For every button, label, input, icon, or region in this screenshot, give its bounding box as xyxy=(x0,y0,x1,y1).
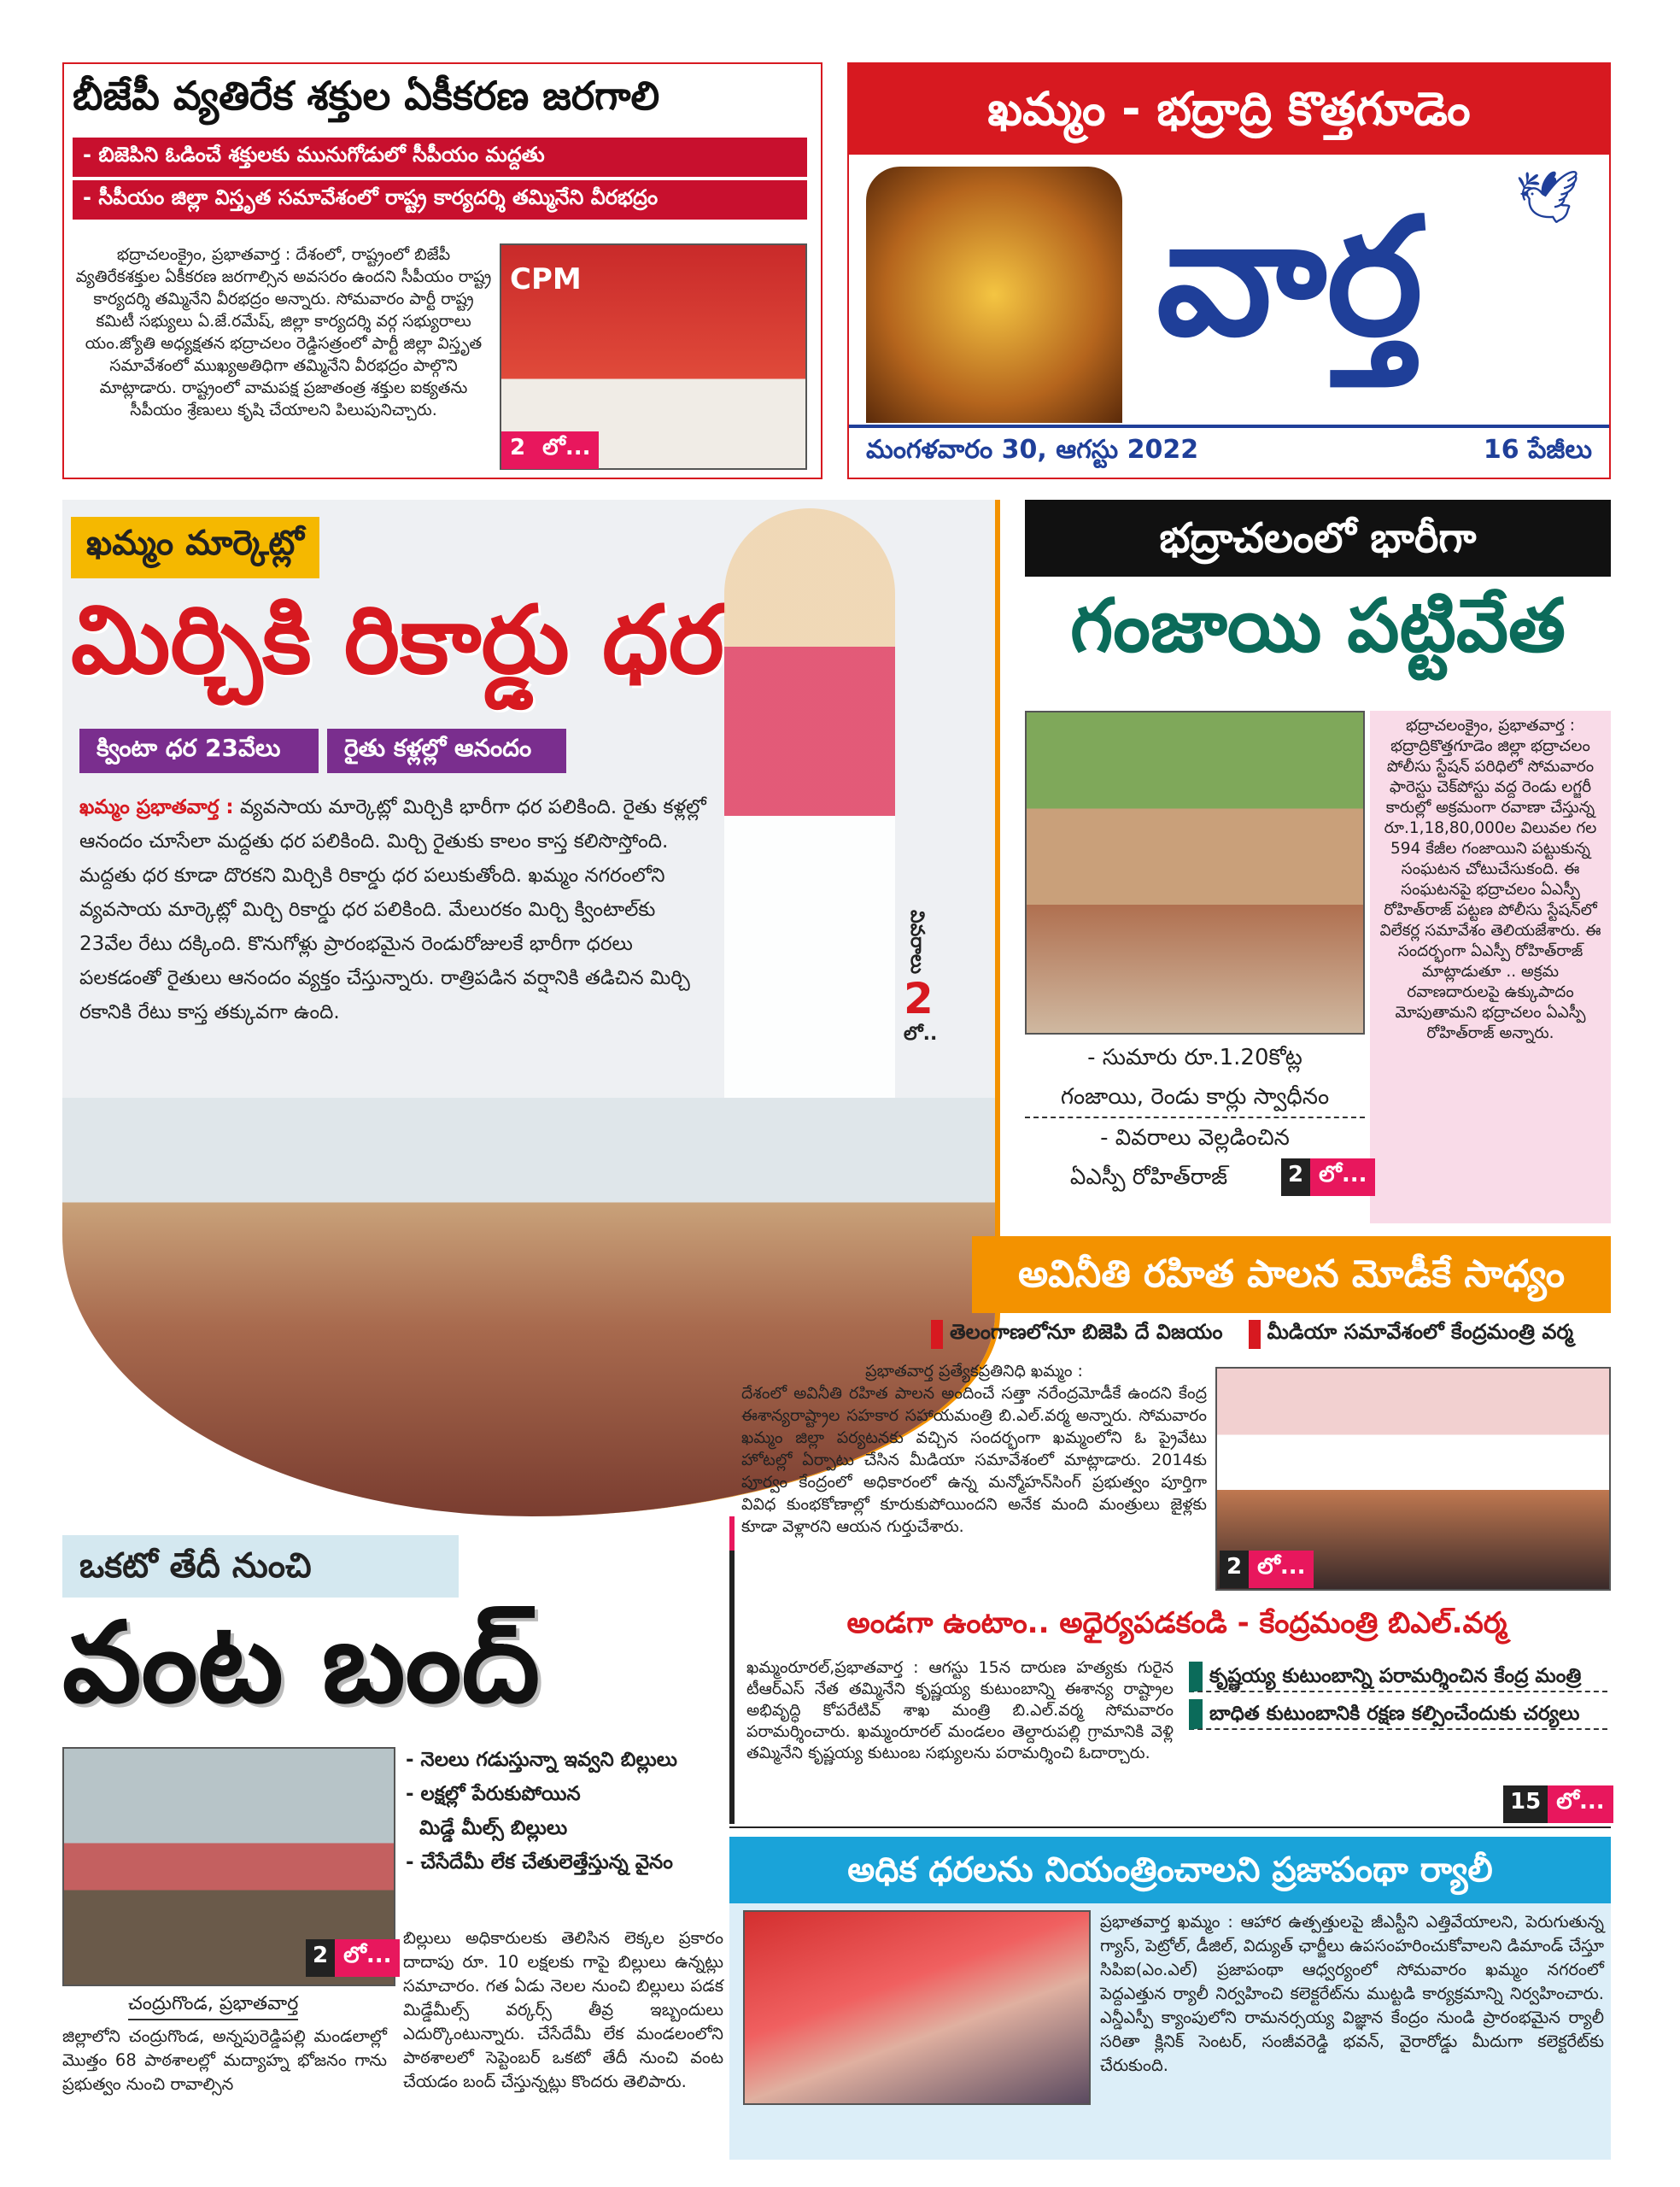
page-count: 16 పేజీలు xyxy=(1483,435,1592,465)
continued-marker: 2 లో... xyxy=(501,431,599,469)
ganjai-kicker: భద్రాచలంలో భారీగా xyxy=(1025,500,1611,577)
rally-photo xyxy=(743,1910,1091,2105)
edition-title: ఖమ్మం - భద్రాద్రి కొత్తగూడెం xyxy=(849,64,1609,155)
subheadline: - సీపీయం జిల్లా విస్తృత సమావేశంలో రాష్ట్ర కార్యదర్శి తమ్మినేని వీరభద్రం xyxy=(73,180,807,220)
ganjai-body: భద్రాచలంక్రైం, ప్రభాతవార్త : భద్రాద్రికొత్తగూడెం జిల్లా భద్రాచలం పోలీసు స్టేషన్ పరిధిలో సోమవారం ఫారెస్టు చెక్‌పోస్టు వద్ద రెండు లగ్జరీ కారుల్లో అక్రమంగా రవాణా చేస్తున్న రూ.1,18,80,000ల విలువల గల 594 కేజీల గంజాయిని పట్టుకున్న సంఘటన చోటుచేసుకంది. ఈ సంఘటనపై భద్రాచలం ఏఎస్పీ రోహిత్‌రాజ్ పట్టణ పోలీసు స్టేషన్‌లో విలేకర్ల సమావేశం తెలియజేశారు. ఈ సందర్భంగా ఏఎస్పీ రోహిత్‌రాజ్ మాట్లాడుతూ .. అక్రమ రవాణదారులపై ఉక్కుపాదం మోపుతామని భద్రాచలం ఏఎస్పీ రోహిత్‌రాజ్ అన్నారు. xyxy=(1370,711,1611,1223)
vanta-byline: చంద్రుగొండ, ప్రభాతవార్త xyxy=(128,1993,298,2020)
ganjai-captions: - సుమారు రూ.1.20కోట్ల గంజాయి, రెండు కార్లు స్వాధీనం - వివరాలు వెల్లడించిన ఏఎస్పీ రోహిత్‌రాజ్ xyxy=(1025,1038,1365,1197)
vanta-body-right: బిల్లులు అధికారులకు తెలిసిన లెక్కల ప్రకారం దాదాపు రూ. 10 లక్షలకు గాపై బిల్లులు ఉన్నట్లు సమాచారం. గత ఏడు నెలల నుంచి బిల్లులు పడక మిడ్డేమీల్స్ వర్కర్స్ తీవ్ర ఇబ్బందులు ఎదుర్కొంటున్నారు. చేసేదేమీ లేక మండలంలోని పాఠశాలలో సెప్టెంబర్ ఒకటో తేదీ నుంచి వంట చేయడం బంద్ చేస్తున్నట్లు కొందరు తెలిపారు. xyxy=(403,1928,723,2091)
date-bar xyxy=(849,425,1609,478)
vanta-headline: వంట బంద్ xyxy=(62,1598,541,1727)
continued-marker: 15 లో... xyxy=(1503,1785,1613,1823)
dove-icon: 🕊 xyxy=(1515,167,1581,227)
tag: క్వింటా ధర 23వేలు xyxy=(79,729,319,773)
modi-body: ప్రభాతవార్త ప్రత్యేకప్రతినిధి ఖమ్మం : దేశంలో అవినీతి రహిత పాలన అందించే సత్తా నరేంద్రమోడీకే ఉందని కేంద్ర ఈశాన్యరాష్ట్రాల సహకార సహాయమంత్రి బి.ఎల్.వర్మ అన్నారు. సోమవారం ఖమ్మం జిల్లా పర్యటనకు వచ్చిన సందర్భంగా ఖమ్మంలోని ఓ ప్రైవేటు హోటల్లో ఏర్పాటు చేసిన మీడియా సమావేశంలో మాట్లాడారు. 2014కు పూర్వం కేంద్రంలో అధికారంలో ఉన్న మన్మోహన్‌సింగ్ ప్రభుత్వం పూర్తిగా వివిధ కుంభకోణాల్లో కూరుకుపోయిందని అనేక మంది మంత్రులు జైళ్లకు కూడా వెళ్లారని ఆయన గుర్తుచేశారు. xyxy=(741,1362,1207,1536)
cpm-article xyxy=(62,62,822,479)
headline: బీజేపీ వ్యతిరేక శక్తుల ఏకీకరణ జరగాలి xyxy=(73,73,660,119)
continued-marker: 2 లో... xyxy=(1220,1551,1314,1588)
verma-bullets: కృష్ణయ్య కుటుంబాన్ని పరామర్శించిన కేంద్ర మంత్రి బాధిత కుటుంబానికి రక్షణ కల్పించేందుకు చర్యలు xyxy=(1189,1662,1607,1730)
issue-date: మంగళవారం 30, ఆగస్టు 2022 xyxy=(866,435,1199,465)
continued-marker: 2 లో... xyxy=(1281,1158,1375,1196)
dateline: ఖమ్మం ప్రభాతవార్త : xyxy=(79,796,234,818)
modi-headline: అవినీతి రహిత పాలన మోడీకే సాధ్యం xyxy=(972,1236,1611,1313)
masthead xyxy=(847,62,1611,479)
tag: రైతు కళ్లల్లో ఆనందం xyxy=(327,729,566,773)
ganjai-seizure-photo xyxy=(1025,711,1365,1035)
continued-marker: 2 లో... xyxy=(306,1939,400,1977)
deity-image xyxy=(866,167,1122,423)
banner-text: CPM xyxy=(510,262,582,296)
modi-bullets: తెలంగాణలోనూ బిజెపి దే విజయం మీడియా సమావేశంలో కేంద్రమంత్రి వర్మ xyxy=(931,1320,1614,1349)
verma-headline: అండగా ఉంటాం.. అధైర్యపడకండి - కేంద్రమంత్రి బిఎల్.వర్మ xyxy=(846,1606,1507,1640)
details-marker: వివరాలు 2 లో.. xyxy=(904,910,938,1046)
logo: వార్త xyxy=(1156,183,1423,372)
subheadline: - బిజెపిని ఓడించే శక్తులకు మునుగోడులో సీపీయం మద్దతు xyxy=(73,138,807,177)
rally-body: ప్రభాతవార్త ఖమ్మం : ఆహార ఉత్పత్తులపై జీఎస్టీని ఎత్తివేయాలని, పెరుగుతున్న గ్యాస్, పెట్రోల్, డీజిల్, విద్యుత్ ఛార్జీలు ఉపసంహరించుకోవాలని డిమాండ్ చేస్తూ సిపిఐ(ఎం.ఎల్) ప్రజాపంథా ఆధ్వర్యంలో సోమవారం ఖమ్మం నగరంలో పెద్దఎత్తున ర్యాలీ నిర్వహించి కలెక్టరేట్‌ను ముట్టడి కార్యక్రమాన్ని నిర్వహించారు. ఎన్డీఎస్పీ క్యాంపులోని రామనర్సయ్య విజ్ఞాన కేంద్రం నుండి ప్రారంభమైన ర్యాలీ సరితా క్లినిక్ సెంటర్, సంజీవరెడ్డి భవన్, వైరారోడ్డు మీదుగా కలెక్టరేట్‌కు చేరుకుంది. xyxy=(1100,1912,1604,2075)
vanta-bullets: - నెలలు గడుస్తున్నా ఇవ్వని బిల్లులు - లక్షల్లో పేరుకుపోయిన మిడ్డే మీల్స్ బిల్లులు - చేసేదేమీ లేక చేతులెత్తేస్తున్న వైనం xyxy=(406,1749,677,1873)
article-body: ఖమ్మం ప్రభాతవార్త : వ్యవసాయ మార్కెట్లో మిర్చికి భారీగా ధర పలికింది. రైతు కళ్లల్లో ఆనందం చూసేలా మద్దతు ధర పలికింది. మిర్చి రైతుకు కాలం కాస్త కలిసొస్తోంది. మద్దతు ధర కూడా దొరకని మిర్చికి రికార్డు ధర పలుకుతోంది. ఖమ్మం నగరంలోని వ్యవసాయ మార్కెట్లో మిర్చి రికార్డు ధర పలికింది. మేలురకం మిర్చి క్వింటాల్‌కు 23వేల రేటు దక్కింది. కొనుగోళ్లు ప్రారంభమైన రెండురోజులకే భారీగా ధరలు పలకడంతో రైతులు ఆనందం వ్యక్తం చేస్తున్నారు. రాత్రిపడిన వర్షానికి తడిచిన మిర్చి రకానికి రేటు కాస్త తక్కువగా ఉంది. xyxy=(79,796,706,1023)
kicker: ఖమ్మం మార్కెట్లో xyxy=(71,517,319,578)
rally-headline: అధిక ధరలను నియంత్రించాలని ప్రజాపంథా ర్యాలీ xyxy=(729,1837,1611,1903)
vanta-kicker: ఒకటో తేదీ నుంచి xyxy=(62,1535,459,1598)
dateline: ప్రభాతవార్త ప్రత్యేకప్రతినిధి ఖమ్మం : xyxy=(865,1362,1083,1381)
verma-body: ఖమ్మంరూరల్,ప్రభాతవార్త : ఆగస్టు 15న దారుణ హత్యకు గురైన టీఆర్ఎస్ నేత తమ్మినేని కృష్ణయ్య కుటుంబాన్ని ఈశాన్య రాష్ట్రాల అభివృద్ధి కోపరేటివ్ శాఖ మంత్రి బి.ఎల్.వర్మ సోమవారం పరామర్శించారు. ఖమ్మంరూరల్ మండలం తెల్దారుపల్లి గ్రామానికి వెళ్లి తమ్మినేని కృష్ణయ్య కుటుంబ సభ్యులను పరామర్శించి ఓదార్చారు. xyxy=(746,1658,1174,1762)
vanta-body-left: జిల్లాలోని చంద్రుగొండ, అన్నపురెడ్డిపల్లి మండలాల్లో మొత్తం 68 పాఠశాలల్లో మద్యాహ్న భోజనం గాను ప్రభుత్వం నుంచి రావాల్సిన xyxy=(62,2026,387,2094)
article-body: భద్రాచలంక్రైం, ప్రభాతవార్త : దేశంలో, రాష్ట్రంలో బిజేపీ వ్యతిరేకశక్తుల ఏకీకరణ జరగాల్సిన అవసరం ఉందని సీపీయం రాష్ట్ర కార్యదర్శి తమ్మినేని వీరభద్రం అన్నారు. సోమవారం పార్టీ రాష్ట్ర కమిటీ సభ్యులు ఏ.జే.రమేష్, జిల్లా కార్యదర్శి వర్గ సభ్యురాలు యం.జ్యోతి అధ్యక్షతన భద్రాచలం రెడ్డిసత్రంలో పార్టీ జిల్లా విస్తృత సమావేశంలో ముఖ్యఅతిధిగా తమ్మినేని వీరభద్రం పాల్గొని మాట్లాడారు. రాష్ట్రంలో వామపక్ష ప్రజాతంత్ర శక్తుల ఐక్యతను సీపీయం శ్రేణులు కృషి చేయాలని పిలుపునిచ్చారు. xyxy=(75,245,492,419)
ganjai-headline: గంజాయి పట్టివేత xyxy=(1070,583,1566,669)
headline: మిర్చికి రికార్డు ధర xyxy=(71,585,724,695)
